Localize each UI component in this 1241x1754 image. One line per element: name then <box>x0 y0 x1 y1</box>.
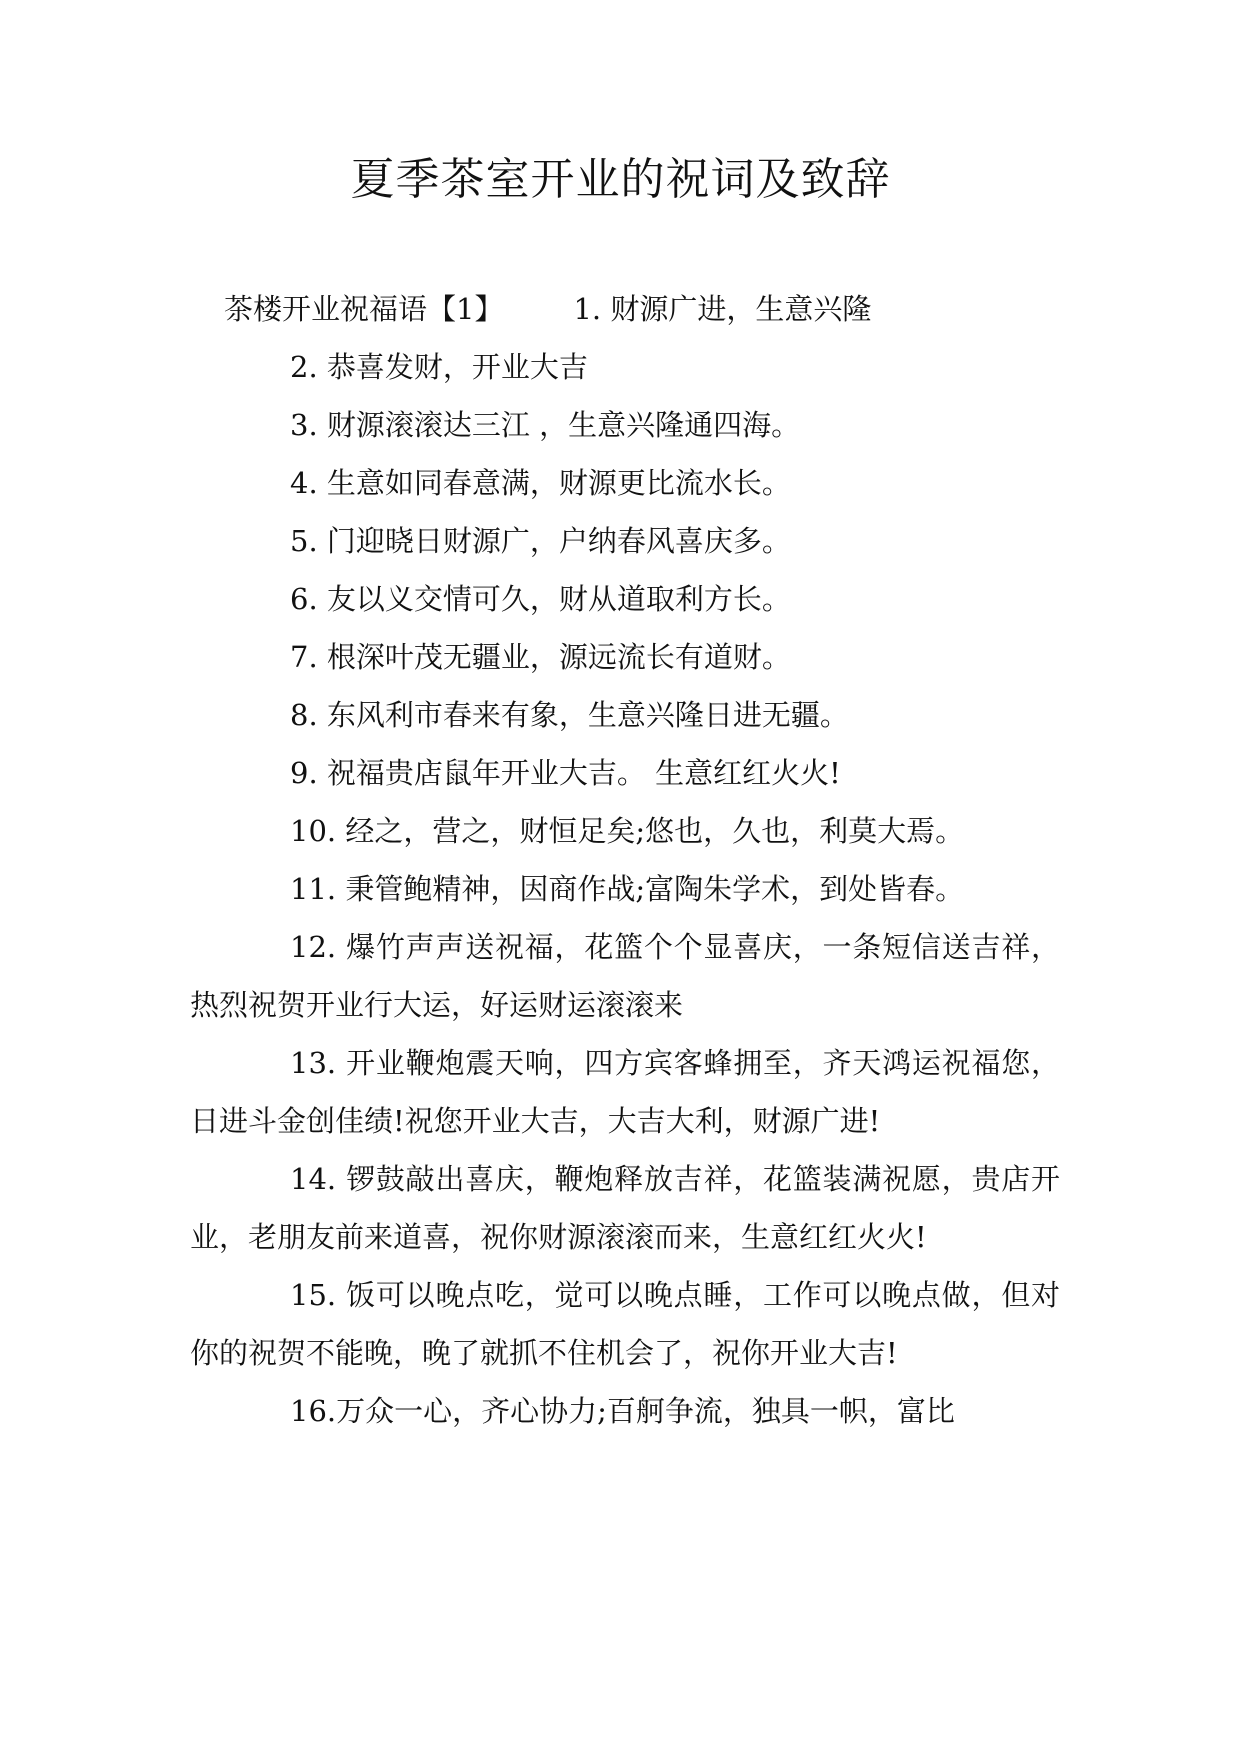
list-item: 13. 开业鞭炮震天响，四方宾客蜂拥至，齐天鸿运祝福您，日进斗金创佳绩!祝您开业大吉，大吉大利，财源广进! <box>190 1046 1060 1138</box>
document-title: 夏季茶室开业的祝词及致辞 <box>350 154 891 205</box>
list-item: 3. 财源滚滚达三江 ，生意兴隆通四海。 <box>290 408 801 442</box>
list-item: 7. 根深叶茂无疆业，源远流长有道财。 <box>290 640 791 674</box>
list-item: 5. 门迎晓日财源广，户纳春风喜庆多。 <box>290 524 791 558</box>
list-item: 4. 生意如同春意满，财源更比流水长。 <box>290 466 791 500</box>
list-item: 12. 爆竹声声送祝福，花篮个个显喜庆，一条短信送吉祥，热烈祝贺开业行大运，好运财运滚滚来 <box>190 930 1060 1022</box>
list-item: 10. 经之，营之，财恒足矣;悠也，久也，利莫大焉。 <box>290 814 965 848</box>
paragraph-first <box>190 280 1060 338</box>
list-item: 6. 友以义交情可久，财从道取利方长。 <box>290 582 791 616</box>
list-item: 11. 秉管鲍精神，因商作战;富陶朱学术，到处皆春。 <box>290 872 965 906</box>
list-item: 14. 锣鼓敲出喜庆，鞭炮释放吉祥，花篮装满祝愿，贵店开业，老朋友前来道喜，祝你财源滚滚而来，生意红红火火! <box>190 1162 1060 1254</box>
section-heading: 茶楼开业祝福语【1】 <box>224 292 504 326</box>
list-item: 2. 恭喜发财，开业大吉 <box>290 350 588 384</box>
list-item: 8. 东风利市春来有象，生意兴隆日进无疆。 <box>290 698 849 732</box>
document-body <box>190 280 1060 1440</box>
list-item: 15. 饭可以晚点吃，觉可以晚点睡，工作可以晚点做，但对你的祝贺不能晚，晚了就抓不住机会了，祝你开业大吉! <box>190 1278 1060 1370</box>
list-item: 9. 祝福贵店鼠年开业大吉。 生意红红火火! <box>290 756 841 790</box>
list-item: 1. 财源广进，生意兴隆 <box>573 292 872 326</box>
list-item: 16.万众一心，齐心协力;百舸争流，独具一帜，富比 <box>290 1394 955 1428</box>
